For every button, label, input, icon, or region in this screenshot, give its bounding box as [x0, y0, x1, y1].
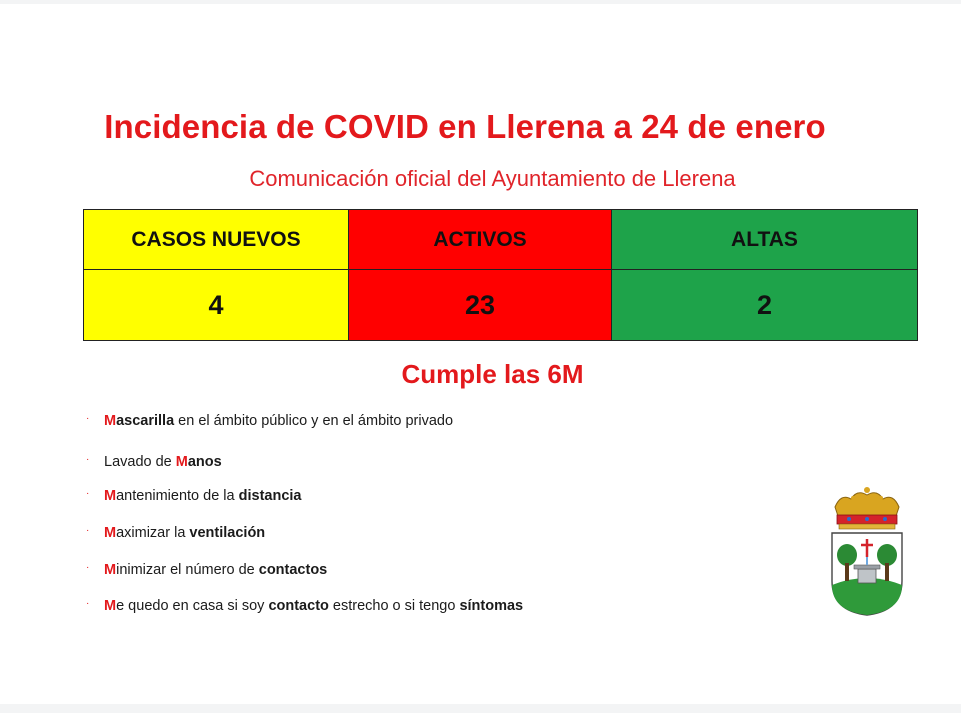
list-item: · Lavado de Manos [86, 454, 222, 470]
crown-icon [835, 487, 899, 529]
list-item: · Minimizar el número de contactos [86, 562, 328, 578]
bullet-icon: · [86, 488, 90, 499]
bullet-icon: · [86, 454, 90, 465]
town-crest-icon [827, 485, 907, 617]
document-page [0, 4, 961, 704]
bullet-icon: · [86, 562, 90, 573]
header-new-cases: CASOS NUEVOS [84, 210, 349, 270]
value-new-cases: 4 [84, 270, 349, 341]
bullet-icon: · [86, 525, 90, 536]
stats-value-row [84, 270, 918, 341]
stats-header-row [84, 210, 918, 270]
list-item: · Mantenimiento de la distancia [86, 488, 302, 504]
page-subtitle: Comunicación oficial del Ayuntamiento de Llerena [249, 166, 736, 191]
list-item: · Maximizar la ventilación [86, 525, 266, 541]
bullet-icon: · [86, 598, 90, 609]
header-discharges: ALTAS [612, 210, 918, 270]
bullet-icon: · [86, 413, 90, 424]
value-discharges: 2 [612, 270, 918, 341]
value-active: 23 [349, 270, 612, 341]
list-item: · Mascarilla en el ámbito público y en el ámbito privado [86, 413, 454, 429]
header-active: ACTIVOS [349, 210, 612, 270]
list-item: · Me quedo en casa si soy contacto estrecho o si tengo síntomas [86, 598, 524, 614]
covid-stats-table [83, 209, 918, 341]
slogan: Cumple las 6M [401, 359, 584, 389]
page-title: Incidencia de COVID en Llerena a 24 de enero [104, 108, 826, 145]
